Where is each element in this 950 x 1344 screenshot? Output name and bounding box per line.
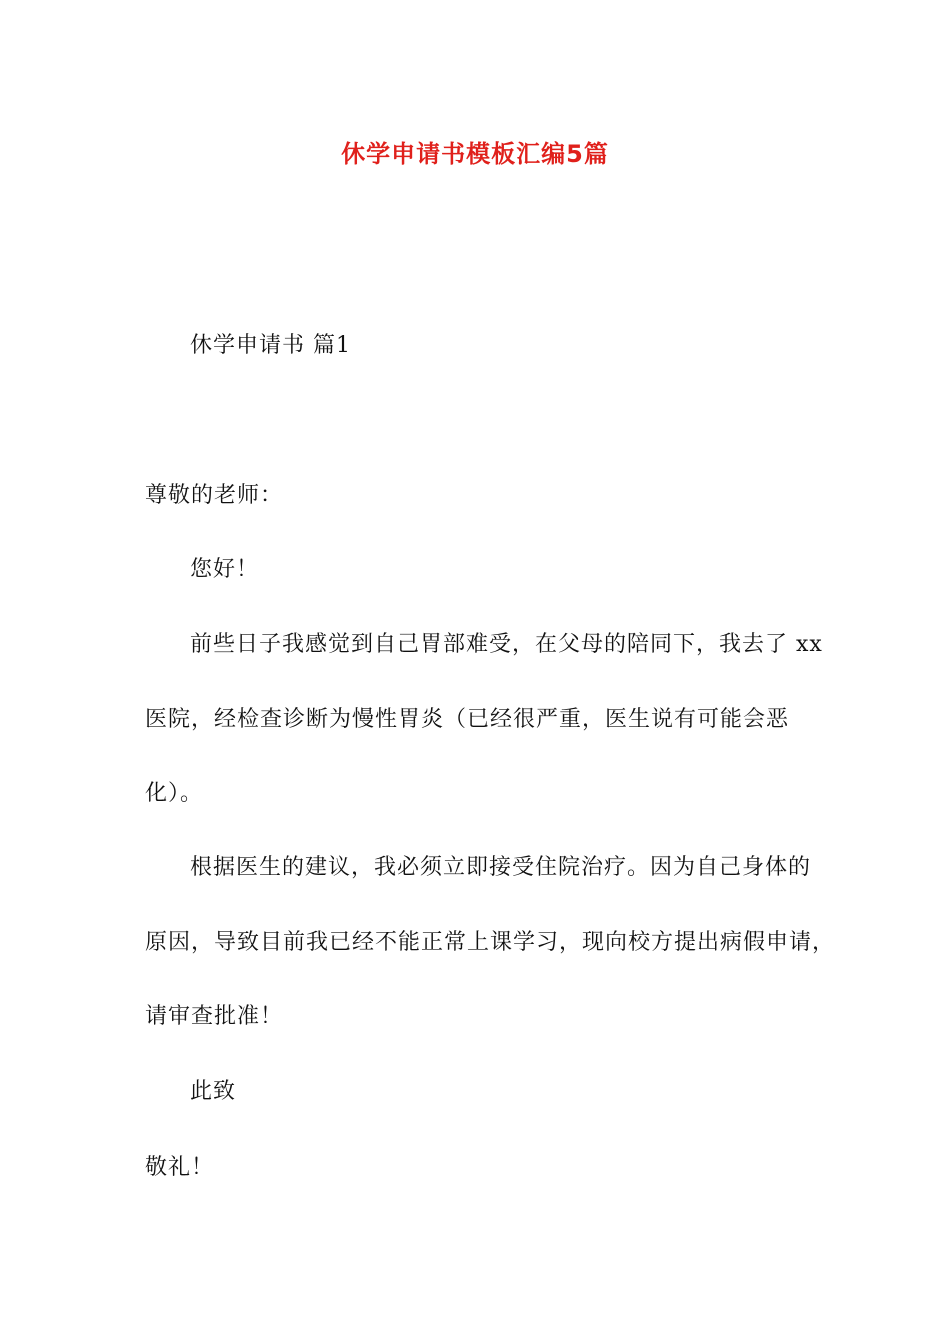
paragraph-2-line-2: 原因，导致目前我已经不能正常上课学习，现向校方提出病假申请，	[145, 930, 836, 955]
section-heading: 休学申请书 篇1	[190, 333, 351, 358]
paragraph-2-line-3: 请审查批准！	[145, 1004, 284, 1029]
closing-line-1: 此致	[190, 1079, 237, 1104]
paragraph-1-line-2: 医院，经检查诊断为慢性胃炎（已经很严重，医生说有可能会恶	[145, 707, 790, 732]
document-title: 休学申请书模板汇编5篇	[341, 140, 609, 168]
paragraph-1-line-1: 前些日子我感觉到自己胃部难受，在父母的陪同下，我去了 xx	[190, 632, 823, 657]
salutation: 尊敬的老师：	[145, 483, 284, 508]
closing-line-2: 敬礼！	[145, 1155, 215, 1180]
paragraph-2-line-1: 根据医生的建议，我必须立即接受住院治疗。因为自己身体的	[190, 855, 812, 880]
greeting: 您好！	[190, 557, 260, 582]
paragraph-1-line-3: 化）。	[145, 781, 204, 806]
